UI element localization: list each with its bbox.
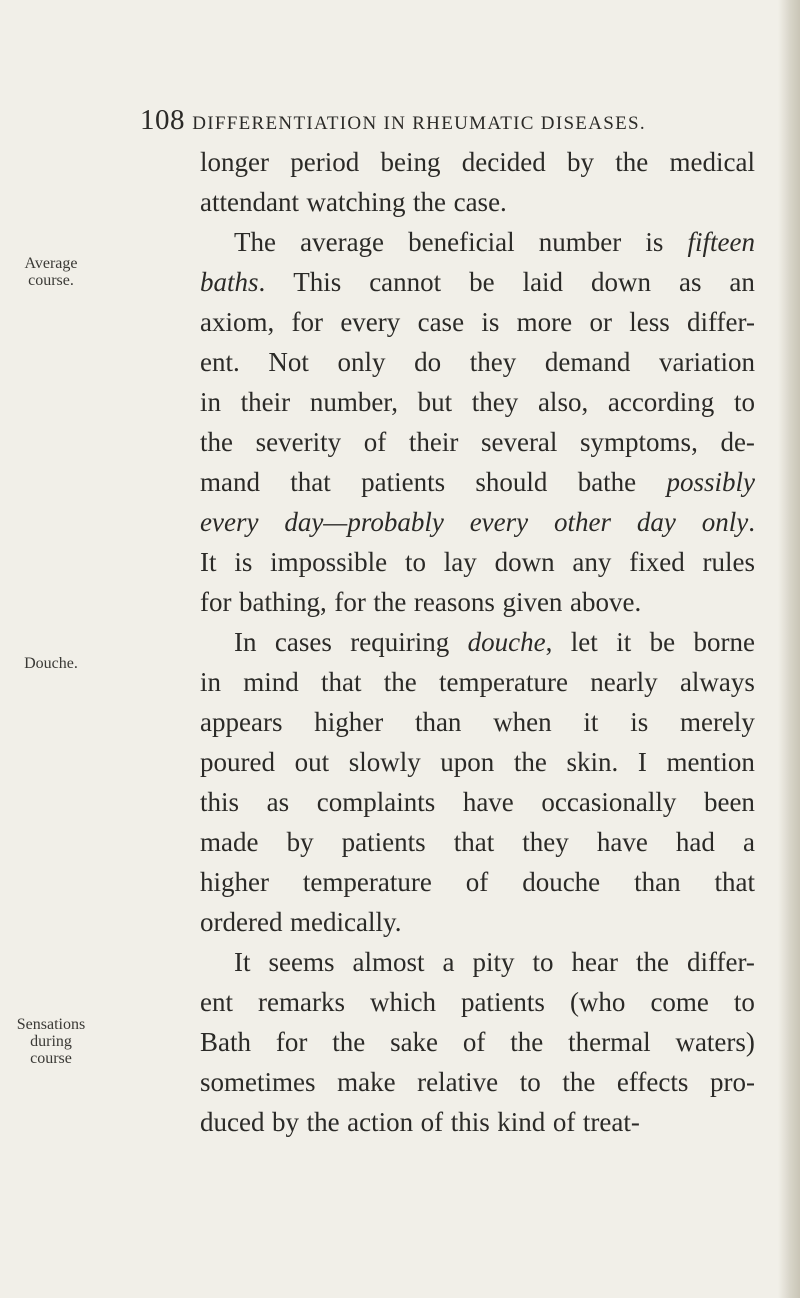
word: be bbox=[469, 267, 495, 297]
word: The bbox=[234, 227, 276, 257]
word: down bbox=[591, 267, 652, 297]
word: have bbox=[462, 787, 514, 817]
word: number bbox=[538, 227, 622, 257]
word: duced bbox=[200, 1107, 265, 1137]
word: pro- bbox=[709, 1067, 755, 1097]
word: given bbox=[502, 587, 563, 617]
word: have bbox=[596, 827, 648, 857]
word: is bbox=[234, 547, 253, 577]
word: do bbox=[414, 347, 442, 377]
word: a bbox=[442, 947, 455, 977]
word: or bbox=[589, 307, 612, 337]
word: that bbox=[290, 467, 331, 497]
word: the bbox=[200, 427, 233, 457]
word: for bbox=[200, 587, 232, 617]
word: Not bbox=[268, 347, 309, 377]
word: several bbox=[480, 427, 558, 457]
word: when bbox=[493, 707, 552, 737]
word: every bbox=[340, 307, 401, 337]
word: severity bbox=[255, 427, 342, 457]
word: rules bbox=[702, 547, 755, 577]
word: this bbox=[200, 787, 240, 817]
word: an bbox=[729, 267, 755, 297]
word: the bbox=[332, 1027, 366, 1057]
word: douche, bbox=[467, 627, 553, 657]
margin-note-line: Douche. bbox=[24, 655, 78, 672]
word: it bbox=[616, 627, 632, 657]
page-number: 108 bbox=[140, 104, 185, 136]
text-line bbox=[200, 582, 755, 622]
word: to bbox=[733, 387, 755, 417]
word: beneficial bbox=[408, 227, 515, 257]
word: longer bbox=[200, 147, 269, 177]
word: upon bbox=[440, 747, 495, 777]
word: of bbox=[363, 427, 387, 457]
word: occasionally bbox=[541, 787, 677, 817]
word: laid bbox=[522, 267, 564, 297]
text-line bbox=[200, 782, 755, 822]
word: for bbox=[291, 307, 324, 337]
word: it bbox=[583, 707, 599, 737]
word: cases bbox=[274, 627, 332, 657]
word: to bbox=[404, 547, 426, 577]
word: the bbox=[383, 667, 417, 697]
margin-note-line: course bbox=[30, 1050, 72, 1067]
text-line bbox=[200, 222, 755, 262]
word: they bbox=[522, 827, 569, 857]
word: It bbox=[234, 947, 251, 977]
word: of bbox=[420, 1107, 444, 1137]
text-line bbox=[200, 502, 755, 542]
word: every bbox=[200, 507, 259, 537]
word: borne bbox=[693, 627, 755, 657]
text-line bbox=[200, 822, 755, 862]
word: which bbox=[369, 987, 436, 1017]
word: almost bbox=[352, 947, 425, 977]
word: mention bbox=[666, 747, 755, 777]
page-edge-shadow bbox=[778, 0, 800, 1298]
word: that bbox=[321, 667, 362, 697]
word: to bbox=[532, 947, 554, 977]
word: come bbox=[650, 987, 709, 1017]
text-line bbox=[200, 422, 755, 462]
word: but bbox=[417, 387, 453, 417]
word: cannot bbox=[369, 267, 442, 297]
text-line bbox=[200, 542, 755, 582]
text-line bbox=[200, 382, 755, 422]
word: merely bbox=[679, 707, 755, 737]
text-line bbox=[200, 302, 755, 342]
word: of bbox=[552, 1107, 576, 1137]
word: let bbox=[570, 627, 598, 657]
word: period bbox=[290, 147, 360, 177]
word: the bbox=[413, 187, 447, 217]
text-line bbox=[200, 742, 755, 782]
word: day—probably bbox=[284, 507, 444, 537]
margin-note-line: Average bbox=[24, 255, 78, 272]
word: axiom, bbox=[200, 307, 275, 337]
word: medically. bbox=[290, 907, 402, 937]
word: symptoms, bbox=[580, 427, 698, 457]
word: as bbox=[266, 787, 290, 817]
word: variation bbox=[659, 347, 755, 377]
word: made bbox=[200, 827, 259, 857]
word: out bbox=[294, 747, 330, 777]
word: case. bbox=[453, 187, 507, 217]
word: is bbox=[645, 227, 664, 257]
word: been bbox=[703, 787, 755, 817]
word: decided bbox=[461, 147, 546, 177]
word: action bbox=[347, 1107, 414, 1137]
word: slowly bbox=[348, 747, 421, 777]
word: the bbox=[615, 147, 649, 177]
word: any bbox=[572, 547, 612, 577]
word: medical bbox=[669, 147, 755, 177]
word: their bbox=[240, 387, 291, 417]
word: in bbox=[200, 387, 222, 417]
body-text bbox=[200, 142, 755, 1142]
word: patients bbox=[361, 467, 446, 497]
word: douche bbox=[522, 867, 601, 897]
word: number, bbox=[309, 387, 398, 417]
word: sometimes bbox=[200, 1067, 316, 1097]
word: (who bbox=[569, 987, 626, 1017]
text-line bbox=[200, 182, 755, 222]
word: fixed bbox=[629, 547, 685, 577]
word: they bbox=[469, 347, 517, 377]
text-line bbox=[200, 262, 755, 302]
word: by bbox=[272, 1107, 300, 1137]
word: by bbox=[286, 827, 314, 857]
word: attendant bbox=[200, 187, 299, 217]
margin-note-line: during bbox=[30, 1033, 72, 1050]
word: average bbox=[300, 227, 385, 257]
word: mand bbox=[200, 467, 260, 497]
word: bathe bbox=[577, 467, 637, 497]
word: day bbox=[636, 507, 676, 537]
word: relative bbox=[417, 1067, 499, 1097]
word: temperature bbox=[439, 667, 568, 697]
word: patients bbox=[341, 827, 426, 857]
word: more bbox=[516, 307, 573, 337]
text-line bbox=[200, 702, 755, 742]
word: It bbox=[200, 547, 217, 577]
word: ent bbox=[200, 987, 233, 1017]
word: baths. bbox=[200, 267, 266, 297]
word: this bbox=[450, 1107, 490, 1137]
word: demand bbox=[544, 347, 631, 377]
word: to bbox=[519, 1067, 541, 1097]
word: possibly bbox=[666, 467, 755, 497]
word: sake bbox=[390, 1027, 439, 1057]
word: fifteen bbox=[687, 227, 755, 257]
text-line bbox=[200, 662, 755, 702]
word: complaints bbox=[316, 787, 436, 817]
word: mind bbox=[243, 667, 299, 697]
word: bathing, bbox=[239, 587, 327, 617]
running-title: DIFFERENTIATION IN RHEUMATIC DISEASES. bbox=[192, 113, 646, 134]
word: This bbox=[293, 267, 342, 297]
word: requiring bbox=[350, 627, 450, 657]
word: every bbox=[469, 507, 529, 537]
word: only. bbox=[701, 507, 755, 537]
word: the bbox=[513, 747, 547, 777]
word: make bbox=[337, 1067, 396, 1097]
word: nearly bbox=[590, 667, 658, 697]
word: effects bbox=[616, 1067, 689, 1097]
margin-note-sensations bbox=[6, 1016, 96, 1067]
word: patients bbox=[460, 987, 545, 1017]
word: being bbox=[380, 147, 441, 177]
word: lay bbox=[443, 547, 477, 577]
text-line bbox=[200, 1022, 755, 1062]
word: had bbox=[675, 827, 715, 857]
word: de- bbox=[720, 427, 755, 457]
word: be bbox=[649, 627, 676, 657]
word: above. bbox=[569, 587, 642, 617]
word: remarks bbox=[258, 987, 345, 1017]
word: other bbox=[554, 507, 612, 537]
word: that bbox=[714, 867, 755, 897]
word: differ- bbox=[687, 307, 755, 337]
word: they bbox=[471, 387, 519, 417]
text-line bbox=[200, 342, 755, 382]
word: waters) bbox=[675, 1027, 755, 1057]
word: appears bbox=[200, 707, 283, 737]
word: the bbox=[306, 1107, 340, 1137]
word: should bbox=[475, 467, 548, 497]
word: a bbox=[742, 827, 755, 857]
word: the bbox=[635, 947, 669, 977]
word: is bbox=[630, 707, 649, 737]
word: kind bbox=[497, 1107, 546, 1137]
word: of bbox=[465, 867, 489, 897]
word: for bbox=[275, 1027, 308, 1057]
word: by bbox=[566, 147, 594, 177]
word: is bbox=[481, 307, 500, 337]
running-head bbox=[140, 104, 740, 137]
margin-note-line: Sensations bbox=[16, 1016, 86, 1033]
word: according bbox=[607, 387, 715, 417]
word: down bbox=[494, 547, 555, 577]
word: the bbox=[373, 587, 407, 617]
word: pity bbox=[472, 947, 515, 977]
word: reasons bbox=[413, 587, 495, 617]
margin-note-line: course. bbox=[28, 272, 74, 289]
word: treat- bbox=[582, 1107, 640, 1137]
word: to bbox=[733, 987, 755, 1017]
word: poured bbox=[200, 747, 275, 777]
word: differ- bbox=[686, 947, 755, 977]
text-line bbox=[200, 982, 755, 1022]
text-line bbox=[200, 942, 755, 982]
word: their bbox=[408, 427, 459, 457]
word: that bbox=[453, 827, 495, 857]
word: higher bbox=[200, 867, 269, 897]
word: temperature bbox=[302, 867, 432, 897]
word: always bbox=[679, 667, 755, 697]
word: also, bbox=[537, 387, 589, 417]
word: impossible bbox=[270, 547, 388, 577]
text-line bbox=[200, 142, 755, 182]
word: watching bbox=[306, 187, 406, 217]
text-line bbox=[200, 862, 755, 902]
word: ordered bbox=[200, 907, 283, 937]
word: than bbox=[414, 707, 462, 737]
word: hear bbox=[571, 947, 618, 977]
word: case bbox=[417, 307, 465, 337]
margin-note-average-course bbox=[6, 255, 96, 289]
text-line bbox=[200, 1062, 755, 1102]
text-line bbox=[200, 902, 755, 942]
word: only bbox=[337, 347, 386, 377]
word: ent. bbox=[200, 347, 240, 377]
word: higher bbox=[314, 707, 384, 737]
word: skin. bbox=[566, 747, 619, 777]
text-line bbox=[200, 1102, 755, 1142]
word: as bbox=[678, 267, 702, 297]
word: in bbox=[200, 667, 222, 697]
word: In bbox=[234, 627, 257, 657]
word: the bbox=[510, 1027, 544, 1057]
word: thermal bbox=[568, 1027, 651, 1057]
text-line bbox=[200, 462, 755, 502]
word: less bbox=[629, 307, 670, 337]
text-line bbox=[200, 622, 755, 662]
word: I bbox=[637, 747, 647, 777]
word: seems bbox=[268, 947, 335, 977]
word: for bbox=[334, 587, 366, 617]
word: of bbox=[462, 1027, 486, 1057]
word: than bbox=[634, 867, 681, 897]
word: the bbox=[562, 1067, 596, 1097]
margin-note-douche bbox=[6, 655, 96, 672]
word: Bath bbox=[200, 1027, 251, 1057]
